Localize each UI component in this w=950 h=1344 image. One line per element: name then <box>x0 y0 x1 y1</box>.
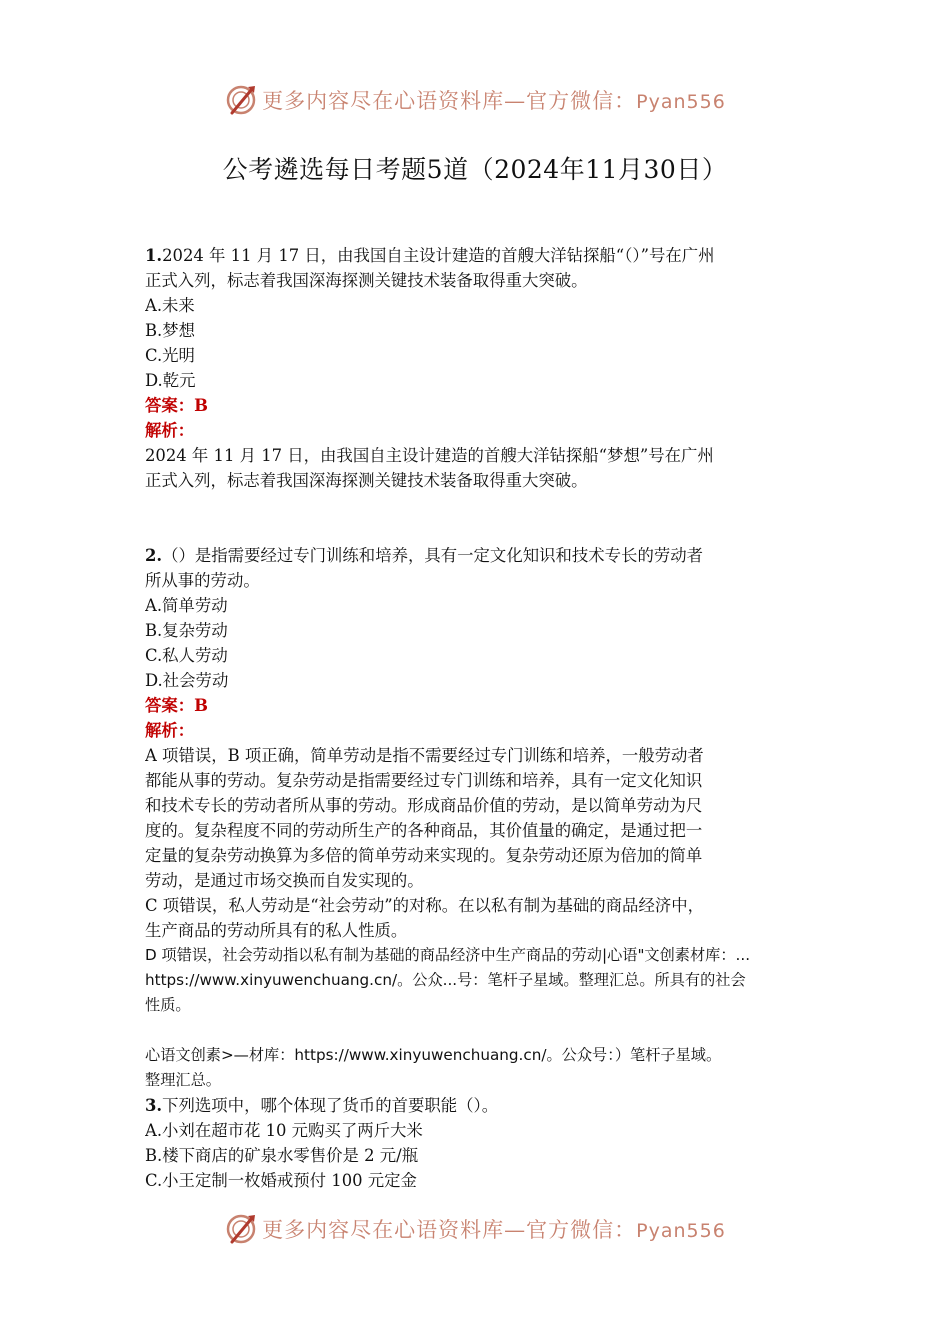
q2-analysis-label: 解析： <box>145 721 195 740</box>
q2-analysis-line-3: 和技术专长的劳动者所从事的劳动。形成商品价值的劳动，是以简单劳动为尺 <box>145 796 703 815</box>
q1-option-a: A.未来 <box>145 296 195 315</box>
q2-analysis-d-line-3: 性质。 <box>145 996 191 1014</box>
q1-stem-line-1: 1.2024 年 11 月 17 日，由我国自主设计建造的首艘大洋钻探船“（）”号在广州 <box>145 246 715 265</box>
pen-logo-icon <box>224 1212 258 1246</box>
q1-analysis-line-1: 2024 年 11 月 17 日，由我国自主设计建造的首艘大洋钻探船“梦想”号在广州 <box>145 446 714 465</box>
q2-analysis-line-4: 度的。复杂程度不同的劳动所生产的各种商品，其价值量的确定，是通过把一 <box>145 821 703 840</box>
q1-option-d: D.乾元 <box>145 371 196 390</box>
q3-option-c: C.小王定制一枚婚戒预付 100 元定金 <box>145 1171 417 1190</box>
page-title: 公考遴选每日考题5道（2024年11月30日） <box>222 155 728 184</box>
q2-analysis-line-6: 劳动，是通过市场交换而自发实现的。 <box>145 871 424 890</box>
q2-analysis-line-2: 都能从事的劳动。复杂劳动是指需要经过专门训练和培养，具有一定文化知识 <box>145 771 703 790</box>
q2-analysis-d-line-2: https://www.xinyuwenchuang.cn/。公众...号：笔杆子星域。整理汇总。所具有的社会 <box>145 971 746 989</box>
document-body <box>145 243 815 1193</box>
q2-analysis-line-5: 定量的复杂劳动换算为多倍的简单劳动来实现的。复杂劳动还原为倍加的简单 <box>145 846 703 865</box>
q3-option-b: B.楼下商店的矿泉水零售价是 2 元/瓶 <box>145 1146 419 1165</box>
q1-analysis-line-2: 正式入列，标志着我国深海探测关键技术装备取得重大突破。 <box>145 471 588 490</box>
footer-banner <box>0 1209 950 1249</box>
q2-option-a: A.简单劳动 <box>145 596 228 615</box>
q1-answer: 答案：B <box>145 396 209 415</box>
q2-option-c: C.私人劳动 <box>145 646 228 665</box>
q1-option-c: C.光明 <box>145 346 195 365</box>
q2-analysis-line-8: 生产商品的劳动所具有的私人性质。 <box>145 921 408 940</box>
q3-stem: 3.下列选项中，哪个体现了货币的首要职能（）。 <box>145 1096 499 1115</box>
q2-option-d: D.社会劳动 <box>145 671 229 690</box>
q3-option-a: A.小刘在超市花 10 元购买了两斤大米 <box>145 1121 423 1140</box>
wechat-id: Pyan556 <box>636 1220 726 1242</box>
pen-logo-icon <box>224 83 258 117</box>
q2-stem-line-2: 所从事的劳动。 <box>145 571 260 590</box>
q1-stem-line-2: 正式入列，标志着我国深海探测关键技术装备取得重大突破。 <box>145 271 588 290</box>
notice-line-2: 整理汇总。 <box>145 1071 221 1089</box>
q1-option-b: B.梦想 <box>145 321 196 340</box>
q2-answer: 答案：B <box>145 696 209 715</box>
q2-option-b: B.复杂劳动 <box>145 621 228 640</box>
q2-stem-line-1: 2.（）是指需要经过专门训练和培养，具有一定文化知识和技术专长的劳动者 <box>145 546 704 565</box>
q2-analysis-line-1: A 项错误，B 项正确，简单劳动是指不需要经过专门训练和培养，一般劳动者 <box>145 746 704 765</box>
banner-text: 更多内容尽在心语资料库—官方微信：Pyan556 <box>262 89 726 113</box>
header-banner <box>0 80 950 120</box>
banner-text: 更多内容尽在心语资料库—官方微信：Pyan556 <box>262 1218 726 1242</box>
q1-analysis-label: 解析： <box>145 421 195 440</box>
wechat-id: Pyan556 <box>636 91 726 113</box>
q2-analysis-d-line-1: D 项错误，社会劳动指以私有制为基础的商品经济中生产商品的劳动|心语"文创素材库：... <box>145 946 751 964</box>
notice-line-1: 心语文创素>—材库：https://www.xinyuwenchuang.cn/。公众号：）笔杆子星域。 <box>145 1046 722 1064</box>
q2-analysis-line-7: C 项错误，私人劳动是“社会劳动”的对称。在以私有制为基础的商品经济中， <box>145 896 705 915</box>
